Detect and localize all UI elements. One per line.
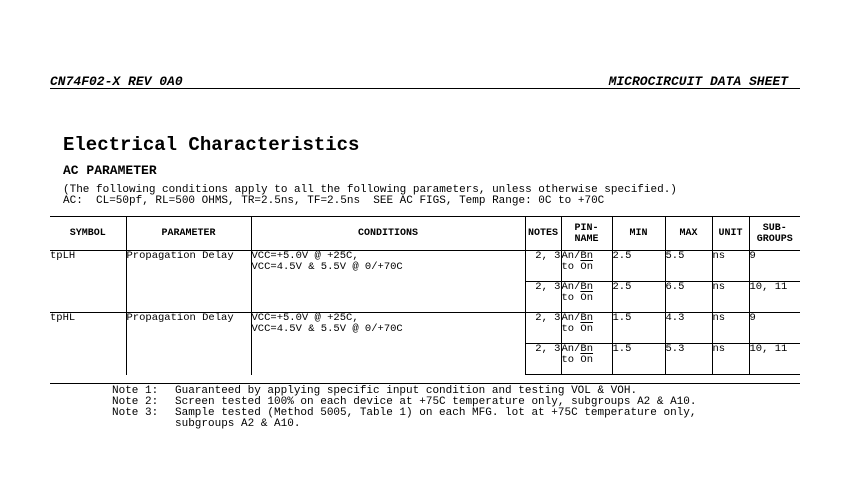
note-text: subgroups A2 & A10. <box>175 418 301 430</box>
section-title: Electrical Characteristics <box>63 134 360 156</box>
pin-input: An/Bn <box>561 250 594 262</box>
max-cell: 5.3 <box>665 344 712 375</box>
subgroups-cell: 9 <box>749 313 800 344</box>
header-min: MIN <box>612 217 665 251</box>
pin-name-cell <box>561 344 612 375</box>
pin-to-label: to <box>561 292 581 304</box>
header-max: MAX <box>665 217 712 251</box>
note-text: Screen tested 100% on each device at +75C temperature only, subgroups A2 & A10. <box>175 396 697 408</box>
conditions-cell <box>251 251 525 313</box>
table-bottom-rule <box>50 383 800 384</box>
subsection-title: AC PARAMETER <box>63 163 157 178</box>
pin-name-cell <box>561 282 612 313</box>
subgroups-cell: 9 <box>749 251 800 282</box>
min-cell: 1.5 <box>612 344 665 375</box>
header-conditions: CONDITIONS <box>251 217 525 251</box>
condition-line-2: VCC=4.5V & 5.5V @ 0/+70C <box>251 261 403 273</box>
pin-to-label: to <box>561 323 581 335</box>
pin-input: An/Bn <box>561 343 594 355</box>
header-subgroups <box>749 217 800 251</box>
condition-line-1: VCC=+5.0V @ +25C, <box>251 312 359 324</box>
pin-input: An/Bn <box>561 281 594 293</box>
table-header-row <box>50 217 800 251</box>
pin-output-inverted: $\overline{On}$ <box>580 261 594 273</box>
pin-name-cell <box>561 313 612 344</box>
header-divider <box>50 88 800 89</box>
notes-cell: 2, 3 <box>525 282 561 313</box>
max-cell: 5.5 <box>665 251 712 282</box>
pin-input: An/Bn <box>561 312 594 324</box>
max-cell: 6.5 <box>665 282 712 313</box>
header-notes: NOTES <box>525 217 561 251</box>
note-text: Guaranteed by applying specific input condition and testing VOL & VOH. <box>175 385 638 397</box>
unit-cell: ns <box>712 251 749 282</box>
unit-cell: ns <box>712 313 749 344</box>
note-3-continued <box>112 419 697 430</box>
pin-to-label: to <box>561 354 581 366</box>
header-subgroups-line2: GROUPS <box>756 233 793 245</box>
subgroups-cell: 10, 11 <box>749 282 800 313</box>
condition-line-2: VCC=4.5V & 5.5V @ 0/+70C <box>251 323 403 335</box>
note-text: Sample tested (Method 5005, Table 1) on each MFG. lot at +75C temperature only, <box>175 407 697 419</box>
header-parameter: PARAMETER <box>126 217 251 251</box>
subgroups-cell: 10, 11 <box>749 344 800 375</box>
min-cell: 2.5 <box>612 282 665 313</box>
symbol-cell: tpLH <box>50 250 76 262</box>
min-cell: 2.5 <box>612 251 665 282</box>
notes-section <box>112 386 697 430</box>
conditions-line-1: (The following conditions apply to all the following parameters, unless otherwise specified.) <box>63 184 677 196</box>
notes-cell: 2, 3 <box>525 251 561 282</box>
condition-line-1: VCC=+5.0V @ +25C, <box>251 250 359 262</box>
pin-output-inverted: $\overline{On}$ <box>580 323 594 335</box>
pin-name-cell <box>561 251 612 282</box>
notes-cell: 2, 3 <box>525 313 561 344</box>
document-type: MICROCIRCUIT DATA SHEET <box>608 74 788 89</box>
min-cell: 1.5 <box>612 313 665 344</box>
parameter-cell: Propagation Delay <box>126 313 251 375</box>
pin-output-inverted: $\overline{On}$ <box>580 292 594 304</box>
conditions-line-2: AC: CL=50pf, RL=500 OHMS, TR=2.5ns, TF=2.5ns SEE AC FIGS, Temp Range: 0C to +70C <box>63 195 605 207</box>
table-row <box>50 313 800 344</box>
header-pin-name <box>561 217 612 251</box>
note-label: Note 2: <box>112 396 159 408</box>
ac-parameter-table <box>50 216 800 375</box>
table-row <box>50 251 800 282</box>
header-pin-name-line2: NAME <box>574 233 599 245</box>
unit-cell: ns <box>712 344 749 375</box>
max-cell: 4.3 <box>665 313 712 344</box>
header-symbol: SYMBOL <box>50 217 126 251</box>
pin-to-label: to <box>561 261 581 273</box>
note-label: Note 3: <box>112 407 159 419</box>
conditions-cell <box>251 313 525 375</box>
unit-cell: ns <box>712 282 749 313</box>
pin-output-inverted: $\overline{On}$ <box>580 354 594 366</box>
header-unit: UNIT <box>712 217 749 251</box>
header-subgroups-line1: SUB- <box>762 222 787 234</box>
header-pin-name-line1: PIN- <box>574 222 599 234</box>
document-id: CN74F02-X REV 0A0 <box>50 74 183 89</box>
note-label: Note 1: <box>112 385 159 397</box>
symbol-cell: tpHL <box>50 313 126 375</box>
parameter-cell: Propagation Delay <box>126 251 251 313</box>
notes-cell: 2, 3 <box>525 344 561 375</box>
